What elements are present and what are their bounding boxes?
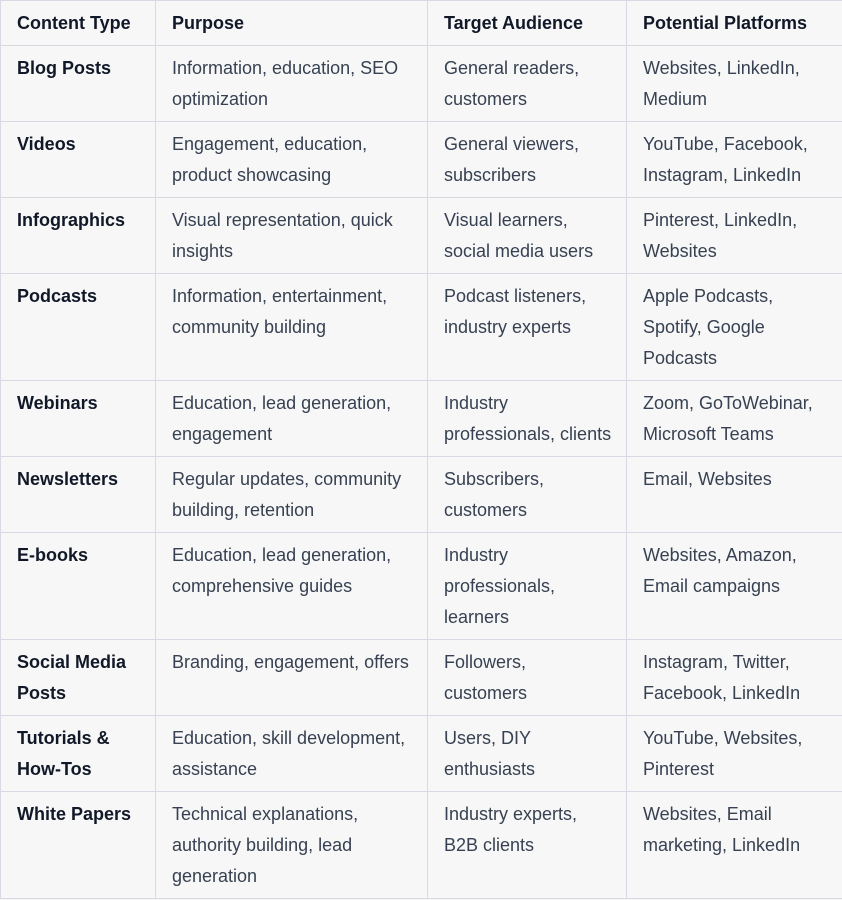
cell-purpose: Education, lead generation, comprehensive guides	[156, 533, 428, 640]
cell-platforms: Pinterest, LinkedIn, Websites	[627, 198, 842, 274]
cell-purpose: Engagement, education, product showcasing	[156, 122, 428, 198]
table-body	[1, 46, 842, 899]
header-target-audience: Target Audience	[428, 1, 627, 46]
cell-purpose: Information, education, SEO optimization	[156, 46, 428, 122]
cell-target-audience: Industry experts, B2B clients	[428, 792, 627, 899]
cell-target-audience: Followers, customers	[428, 640, 627, 716]
cell-content-type: Infographics	[1, 198, 156, 274]
cell-content-type: Newsletters	[1, 457, 156, 533]
header-content-type: Content Type	[1, 1, 156, 46]
table-row	[1, 533, 842, 640]
table-row	[1, 122, 842, 198]
cell-target-audience: Podcast listeners, industry experts	[428, 274, 627, 381]
cell-platforms: Websites, Amazon, Email campaigns	[627, 533, 842, 640]
cell-content-type: Blog Posts	[1, 46, 156, 122]
table-row	[1, 46, 842, 122]
cell-purpose: Information, entertainment, community building	[156, 274, 428, 381]
cell-platforms: Websites, LinkedIn, Medium	[627, 46, 842, 122]
cell-platforms: Websites, Email marketing, LinkedIn	[627, 792, 842, 899]
cell-platforms: Instagram, Twitter, Facebook, LinkedIn	[627, 640, 842, 716]
header-purpose: Purpose	[156, 1, 428, 46]
cell-platforms: Zoom, GoToWebinar, Microsoft Teams	[627, 381, 842, 457]
header-potential-platforms: Potential Platforms	[627, 1, 842, 46]
table-row	[1, 381, 842, 457]
cell-target-audience: Visual learners, social media users	[428, 198, 627, 274]
cell-content-type: Tutorials & How-Tos	[1, 716, 156, 792]
cell-content-type: Podcasts	[1, 274, 156, 381]
cell-purpose: Branding, engagement, offers	[156, 640, 428, 716]
cell-platforms: Apple Podcasts, Spotify, Google Podcasts	[627, 274, 842, 381]
cell-content-type: Videos	[1, 122, 156, 198]
table-row	[1, 640, 842, 716]
cell-purpose: Regular updates, community building, retention	[156, 457, 428, 533]
cell-platforms: Email, Websites	[627, 457, 842, 533]
table-row	[1, 457, 842, 533]
table-row	[1, 792, 842, 899]
cell-target-audience: General readers, customers	[428, 46, 627, 122]
table-row	[1, 716, 842, 792]
cell-purpose: Visual representation, quick insights	[156, 198, 428, 274]
table-header	[1, 1, 842, 46]
cell-target-audience: Industry professionals, learners	[428, 533, 627, 640]
cell-content-type: White Papers	[1, 792, 156, 899]
table-row	[1, 198, 842, 274]
cell-purpose: Education, lead generation, engagement	[156, 381, 428, 457]
cell-content-type: E-books	[1, 533, 156, 640]
cell-purpose: Education, skill development, assistance	[156, 716, 428, 792]
cell-target-audience: General viewers, subscribers	[428, 122, 627, 198]
table-row	[1, 274, 842, 381]
cell-target-audience: Industry professionals, clients	[428, 381, 627, 457]
cell-platforms: YouTube, Facebook, Instagram, LinkedIn	[627, 122, 842, 198]
cell-platforms: YouTube, Websites, Pinterest	[627, 716, 842, 792]
cell-content-type: Social Media Posts	[1, 640, 156, 716]
cell-purpose: Technical explanations, authority building, lead generation	[156, 792, 428, 899]
cell-target-audience: Users, DIY enthusiasts	[428, 716, 627, 792]
cell-content-type: Webinars	[1, 381, 156, 457]
cell-target-audience: Subscribers, customers	[428, 457, 627, 533]
header-row	[1, 1, 842, 46]
